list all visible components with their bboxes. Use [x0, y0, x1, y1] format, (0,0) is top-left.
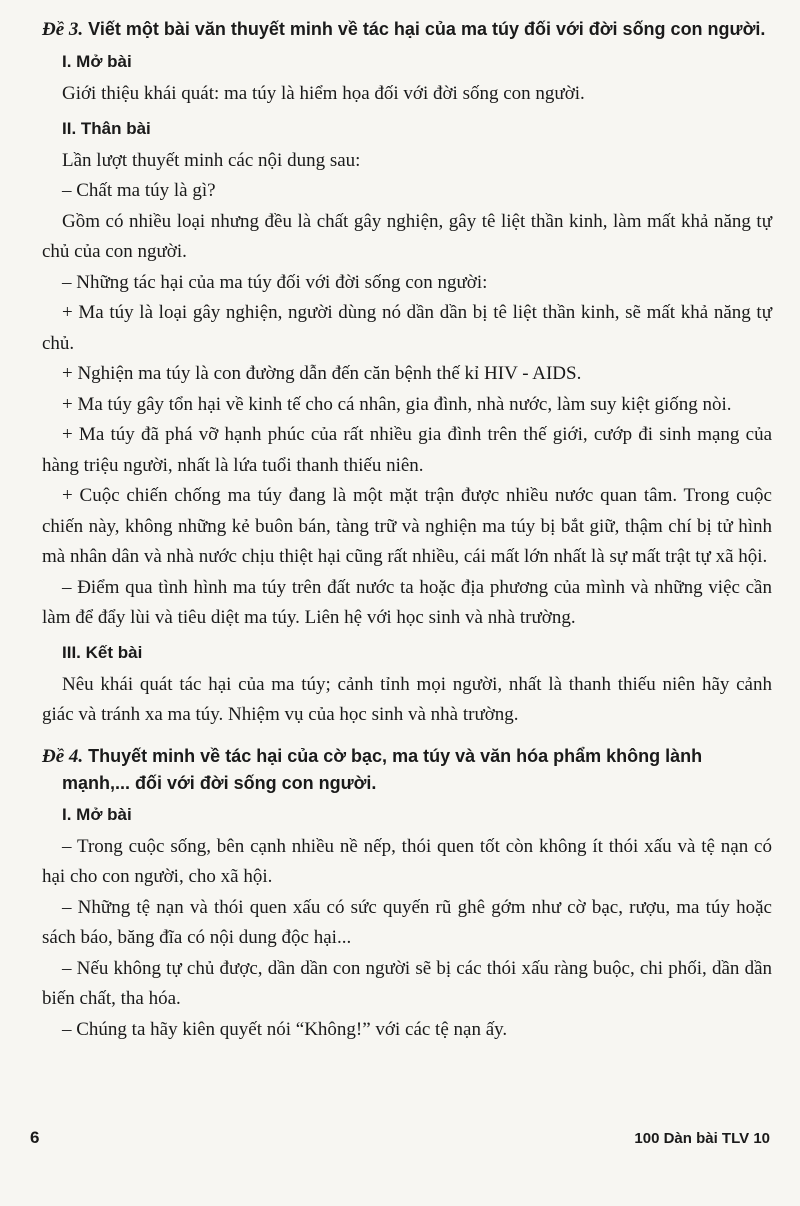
paragraph: – Những tác hại của ma túy đối với đời sống con người: [62, 271, 488, 293]
topic-3-heading [42, 16, 772, 43]
book-title: 100 Dàn bài TLV 10 [634, 1130, 770, 1147]
paragraph: – Nếu không tự chủ được, dần dần con người sẽ bị các thói xấu ràng buộc, chi phối, dần dần biến chất, tha hóa. [42, 957, 772, 1009]
topic-4-number: Đề 4. [42, 745, 84, 767]
paragraph: – Chất ma túy là gì? [62, 180, 216, 201]
topic-4-title: Thuyết minh về tác hại của cờ bạc, ma túy và văn hóa phẩm không lành mạnh,... đối với đời sống con người. [62, 745, 703, 793]
paragraph: Giới thiệu khái quát: ma túy là hiểm họa đối với đời sống con người. [62, 83, 585, 104]
paragraph: + Ma túy là loại gây nghiện, người dùng nó dần dần bị tê liệt thần kinh, sẽ mất khả năng tự chủ. [42, 302, 772, 354]
topic-4-heading [42, 743, 772, 796]
topic-3-section-3-title: III. Kết bài [62, 642, 143, 662]
paragraph: Nêu khái quát tác hại của ma túy; cảnh tỉnh mọi người, nhất là thanh thiếu niên hãy cảnh giác và tránh xa ma túy. Nhiệm vụ của học sinh và nhà trường. [42, 673, 772, 725]
paragraph: – Những tệ nạn và thói quen xấu có sức quyến rũ ghê gớm như cờ bạc, rượu, ma túy hoặc sách báo, băng đĩa có nội dung độc hại... [42, 896, 772, 948]
paragraph: Lần lượt thuyết minh các nội dung sau: [62, 149, 361, 171]
page-number: 6 [30, 1128, 40, 1147]
topic-3-section-1-title: I. Mở bài [62, 52, 132, 71]
paragraph: + Ma túy đã phá vỡ hạnh phúc của rất nhiều gia đình trên thế giới, cướp đi sinh mạng của hàng triệu người, nhất là lứa tuổi thanh thiếu niên. [42, 424, 772, 476]
paragraph: – Trong cuộc sống, bên cạnh nhiều nề nếp, thói quen tốt còn không ít thói xấu và tệ nạn có hại cho con người, cho xã hội. [42, 835, 772, 887]
topic-3-title: Viết một bài văn thuyết minh về tác hại của ma túy đối với đời sống con người. [88, 19, 766, 39]
paragraph: – Điểm qua tình hình ma túy trên đất nước ta hoặc địa phương của mình và những việc cần làm để đẩy lùi và tiêu diệt ma túy. Liên hệ với học sinh và nhà trường. [42, 576, 772, 628]
paragraph: + Ma túy gây tổn hại về kinh tế cho cá nhân, gia đình, nhà nước, làm suy kiệt giống nòi. [62, 393, 732, 415]
section-gap [42, 731, 772, 743]
topic-3-section-2-title: II. Thân bài [62, 118, 151, 138]
paragraph: + Nghiện ma túy là con đường dẫn đến căn bệnh thế kỉ HIV - AIDS. [62, 363, 582, 384]
page-content [42, 16, 772, 1045]
paragraph: – Chúng ta hãy kiên quyết nói “Không!” với các tệ nạn ấy. [62, 1018, 508, 1040]
paragraph: + Cuộc chiến chống ma túy đang là một mặt trận được nhiều nước quan tâm. Trong cuộc chiến này, không những kẻ buôn bán, tàng trữ và nghiện ma túy bị bắt giữ, thậm chí bị tử hình mà nhân dân và nhà nước chịu thiệt hại cũng rất nhiều, cái mất lớn nhất là sự mất trật tự xã hội. [42, 485, 772, 567]
paragraph: Gồm có nhiều loại nhưng đều là chất gây nghiện, gây tê liệt thần kinh, làm mất khả năng tự chủ của con người. [42, 210, 772, 262]
topic-3-number: Đề 3. [42, 19, 84, 40]
topic-4-section-1-title: I. Mở bài [62, 804, 132, 824]
